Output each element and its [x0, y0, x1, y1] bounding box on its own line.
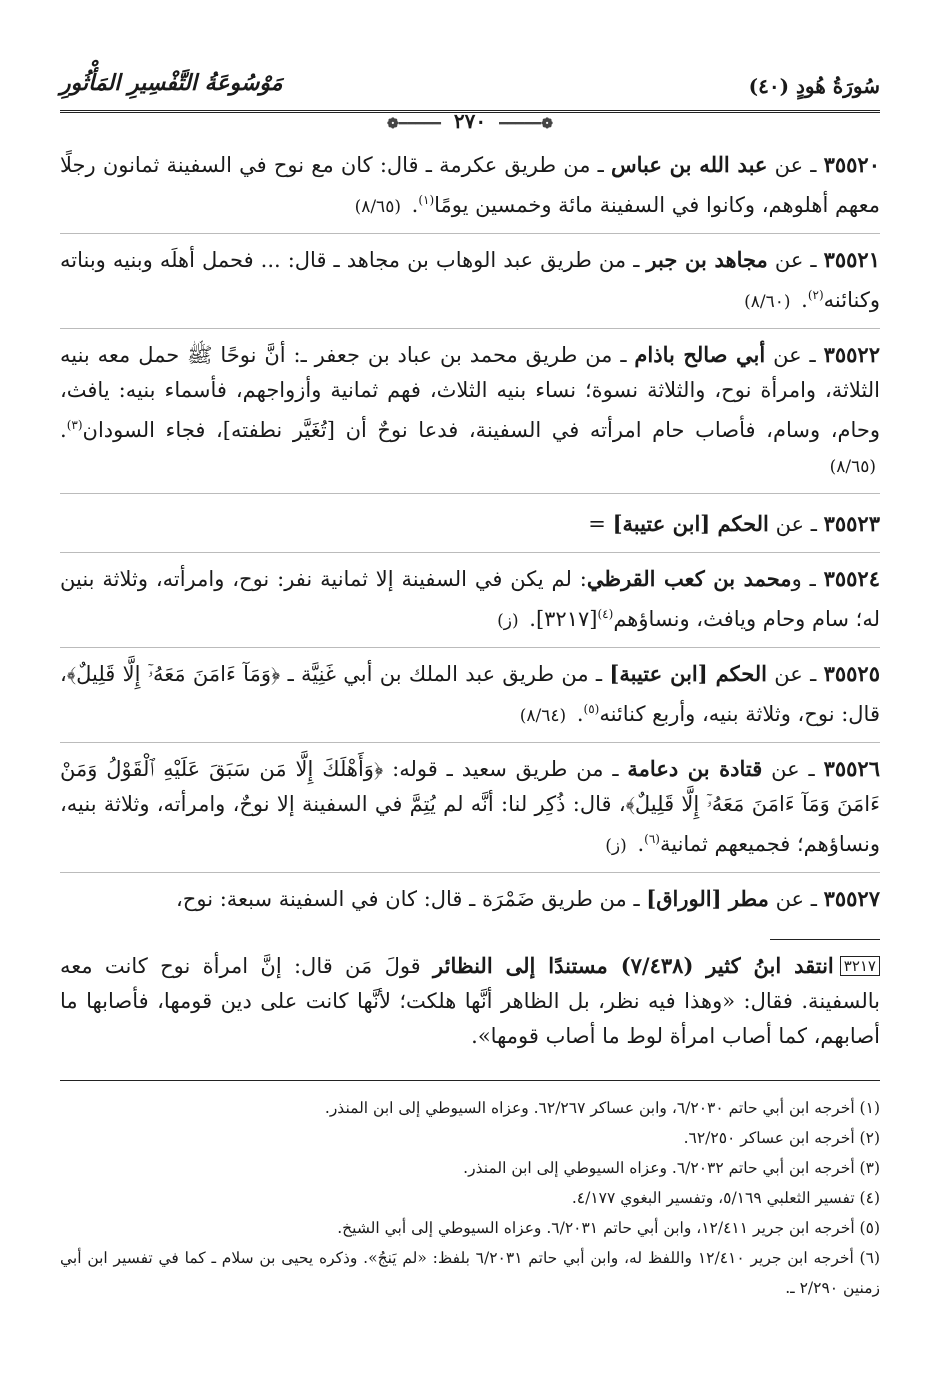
- entry-text: ـ عن: [768, 887, 824, 911]
- narrator-name: محمد بن كعب القرظي: [586, 566, 792, 591]
- entry-text: ـ و: [791, 567, 824, 591]
- page-number: ٢٧٠: [453, 109, 487, 133]
- commentary-badge: ٣٢١٧: [840, 956, 880, 976]
- narration-entry: [60, 145, 880, 234]
- narrator-name: مطر [الوراق]: [646, 886, 769, 911]
- entry-text: ـ من طريق عكرمة ـ قال: كان مع نوح في السفينة ثمانون رجلًا معهم أهلوهم، وكانوا في السفينة مائة وخمسين يومًا: [60, 153, 880, 217]
- entry-text: ـ من طريق سعيد ـ قوله: ﴿وَأَهْلَكَ إِلَّا مَن سَبَقَ عَلَيْهِ ٱلْقَوْلُ وَمَنْ ءَامَنَ وَمَآ ءَامَنَ مَعَهُۥٓ إِلَّا قَلِيلٌ﴾، قال: ذُكِر لنا: أنَّه لم يُتِمَّ في السفينة إلا نوحٌ، وامرأته، وثلاثة بنيه، ونساؤهم؛ فجميعهم ثمانية: [60, 757, 880, 856]
- source-reference: (ز): [605, 836, 627, 856]
- narrator-name: مجاهد بن جبر: [646, 247, 768, 272]
- commentary-text: قولَ مَن قال: إنَّ امرأة نوح كانت معه بالسفينة. فقال: «وهذا فيه نظر، بل الظاهر أنَّها هلكت؛ لأنَّها كانت على دين قومها، فأصابها ما أصابهم، كما أصاب امرأة لوط ما أصاب قومها».: [60, 954, 880, 1048]
- page-number-row: [60, 109, 880, 139]
- narration-entry: [60, 749, 880, 873]
- entry-number: ٣٥٥٢٠: [823, 152, 880, 177]
- surah-title: سُورَةُ هُودٍ (٤٠): [748, 74, 880, 98]
- footnote-marker: (٢): [807, 288, 824, 302]
- entry-text: =: [588, 512, 613, 536]
- entry-number: ٣٥٥٢٦: [823, 756, 880, 781]
- entry-text: .: [630, 832, 645, 856]
- entry-text: ـ عن: [767, 662, 824, 686]
- page: [60, 70, 880, 1303]
- narration-entry: [60, 654, 880, 743]
- commentary-lead: انتقد ابنُ كثير (٧/٤٣٨) مستندًا إلى النظائر: [433, 953, 834, 978]
- narrator-name: أبي صالح باذام: [634, 342, 766, 367]
- narrations-list: [60, 145, 880, 925]
- source-reference: (٨/٦٥): [829, 457, 876, 477]
- footnote-item: (٤) تفسير الثعلبي ٥/١٦٩، وتفسير البغوي ٤/١٧٧.: [571, 1189, 880, 1207]
- entry-number: ٣٥٥٢٤: [823, 566, 880, 591]
- narration-entry: [60, 879, 880, 925]
- narration-entry: [60, 500, 880, 553]
- narration-entry: [60, 240, 880, 329]
- entry-number: ٣٥٥٢٢: [823, 342, 880, 367]
- footnote-marker: (٤): [597, 607, 614, 621]
- commentary-divider: [770, 939, 880, 940]
- source-reference: (٨/٦٥): [354, 197, 401, 217]
- footnote-item: (١) أخرجه ابن أبي حاتم ٦/٢٠٣٠، وابن عساكر ٦٢/٢٦٧. وعزاه السيوطي إلى ابن المنذر.: [324, 1099, 880, 1117]
- footnote-marker: (٣): [66, 418, 83, 432]
- footnotes-divider: [60, 1080, 880, 1081]
- narrator-name: عبد الله بن عباس: [610, 152, 768, 177]
- narrator-name: قتادة بن دعامة: [627, 756, 763, 781]
- narration-entry: [60, 335, 880, 494]
- ornament-left-icon: ━━━━━❁: [387, 116, 441, 132]
- entry-number: ٣٥٥٢٣: [823, 511, 880, 536]
- footnotes-list: [60, 1093, 880, 1303]
- footnote-marker: (٦): [644, 832, 660, 846]
- footnote-marker: (١): [418, 193, 435, 207]
- ornament-right-icon: ❁━━━━━: [499, 116, 553, 132]
- entry-text: ـ من طريق محمد بن عباد بن جعفر ـ: أنَّ نوحًا ﷺ حمل معه بنيه الثلاثة، وامرأة نوح، والثلاثة نسوة؛ نساء بنيه الثلاث، فهم ثمانية وأزواجهم، فأسماء بنيه: يافث، وحام، وسام، فأصاب حام امرأته في السفينة، فدعا نوحٌ أن [تُغَيَّر نطفته]، فجاء السودان: [60, 343, 880, 442]
- entry-number: ٣٥٥٢٧: [823, 886, 880, 911]
- commentary-note: [60, 948, 880, 1054]
- entry-text: ـ عن: [765, 343, 824, 367]
- entry-text: .: [404, 193, 419, 217]
- entry-text: .: [570, 702, 584, 726]
- entry-text: ـ من طريق ضَمْرَة ـ قال: كان في السفينة سبعة: نوح،: [176, 887, 647, 911]
- entry-text: .: [60, 418, 67, 442]
- entry-text: ـ عن: [768, 512, 824, 536]
- source-reference: (٨/٦٠): [744, 292, 791, 312]
- entry-text: .: [794, 288, 808, 312]
- footnote-item: (٦) أخرجه ابن جرير ١٢/٤١٠ واللفظ له، وابن أبي حاتم ٦/٢٠٣١ بلفظ: «لم يَنجُ». وذكره يحيى بن سلام ـ كما في تفسير ابن أبي زمنين ٢/٢٩٠ ـ.: [60, 1249, 880, 1297]
- encyclopedia-title: مَوْسُوعَةُ التَّفْسِيرِ المَأْثُورِ: [60, 70, 283, 96]
- entry-text: : لم يكن في السفينة إلا ثمانية نفر: نوح، وامرأته، وثلاثة بنين له؛ سام وحام ويافث، ونساؤهم: [60, 567, 880, 631]
- entry-number: ٣٥٥٢٥: [823, 661, 880, 686]
- narration-entry: [60, 559, 880, 648]
- footnote-item: (٥) أخرجه ابن جرير ١٢/٤١١، وابن أبي حاتم ٦/٢٠٣١. وعزاه السيوطي إلى أبي الشيخ.: [337, 1219, 880, 1237]
- entry-text: [٣٢١٧].: [522, 607, 598, 631]
- footnote-marker: (٥): [583, 702, 600, 716]
- footnote-item: (٢) أخرجه ابن عساكر ٦٢/٢٥٠.: [683, 1129, 880, 1147]
- footnote-item: (٣) أخرجه ابن أبي حاتم ٦/٢٠٣٢. وعزاه السيوطي إلى ابن المنذر.: [463, 1159, 880, 1177]
- entry-text: ـ عن: [767, 248, 824, 272]
- entry-number: ٣٥٥٢١: [823, 247, 880, 272]
- source-reference: (٨/٦٤): [519, 706, 567, 726]
- entry-text: ـ عن: [762, 757, 824, 781]
- source-reference: (ز): [497, 611, 519, 631]
- narrator-name: الحكم [ابن عتيبة]: [609, 661, 767, 686]
- entry-text: ـ من طريق عبد الوهاب بن مجاهد ـ قال: ... فحمل أهلَه وبنيه وبناته وكنائنه: [60, 248, 880, 312]
- page-header: [60, 70, 880, 113]
- narrator-name: الحكم [ابن عتيبة]: [612, 511, 769, 536]
- entry-text: ـ عن: [767, 153, 824, 177]
- entry-text: ـ من طريق عبد الملك بن أبي غَنِيَّة ـ ﴿وَمَآ ءَامَنَ مَعَهُۥٓ إِلَّا قَلِيلٌ﴾، قال: نوح، وثلاثة بنيه، وأربع كنائنه: [60, 662, 880, 726]
